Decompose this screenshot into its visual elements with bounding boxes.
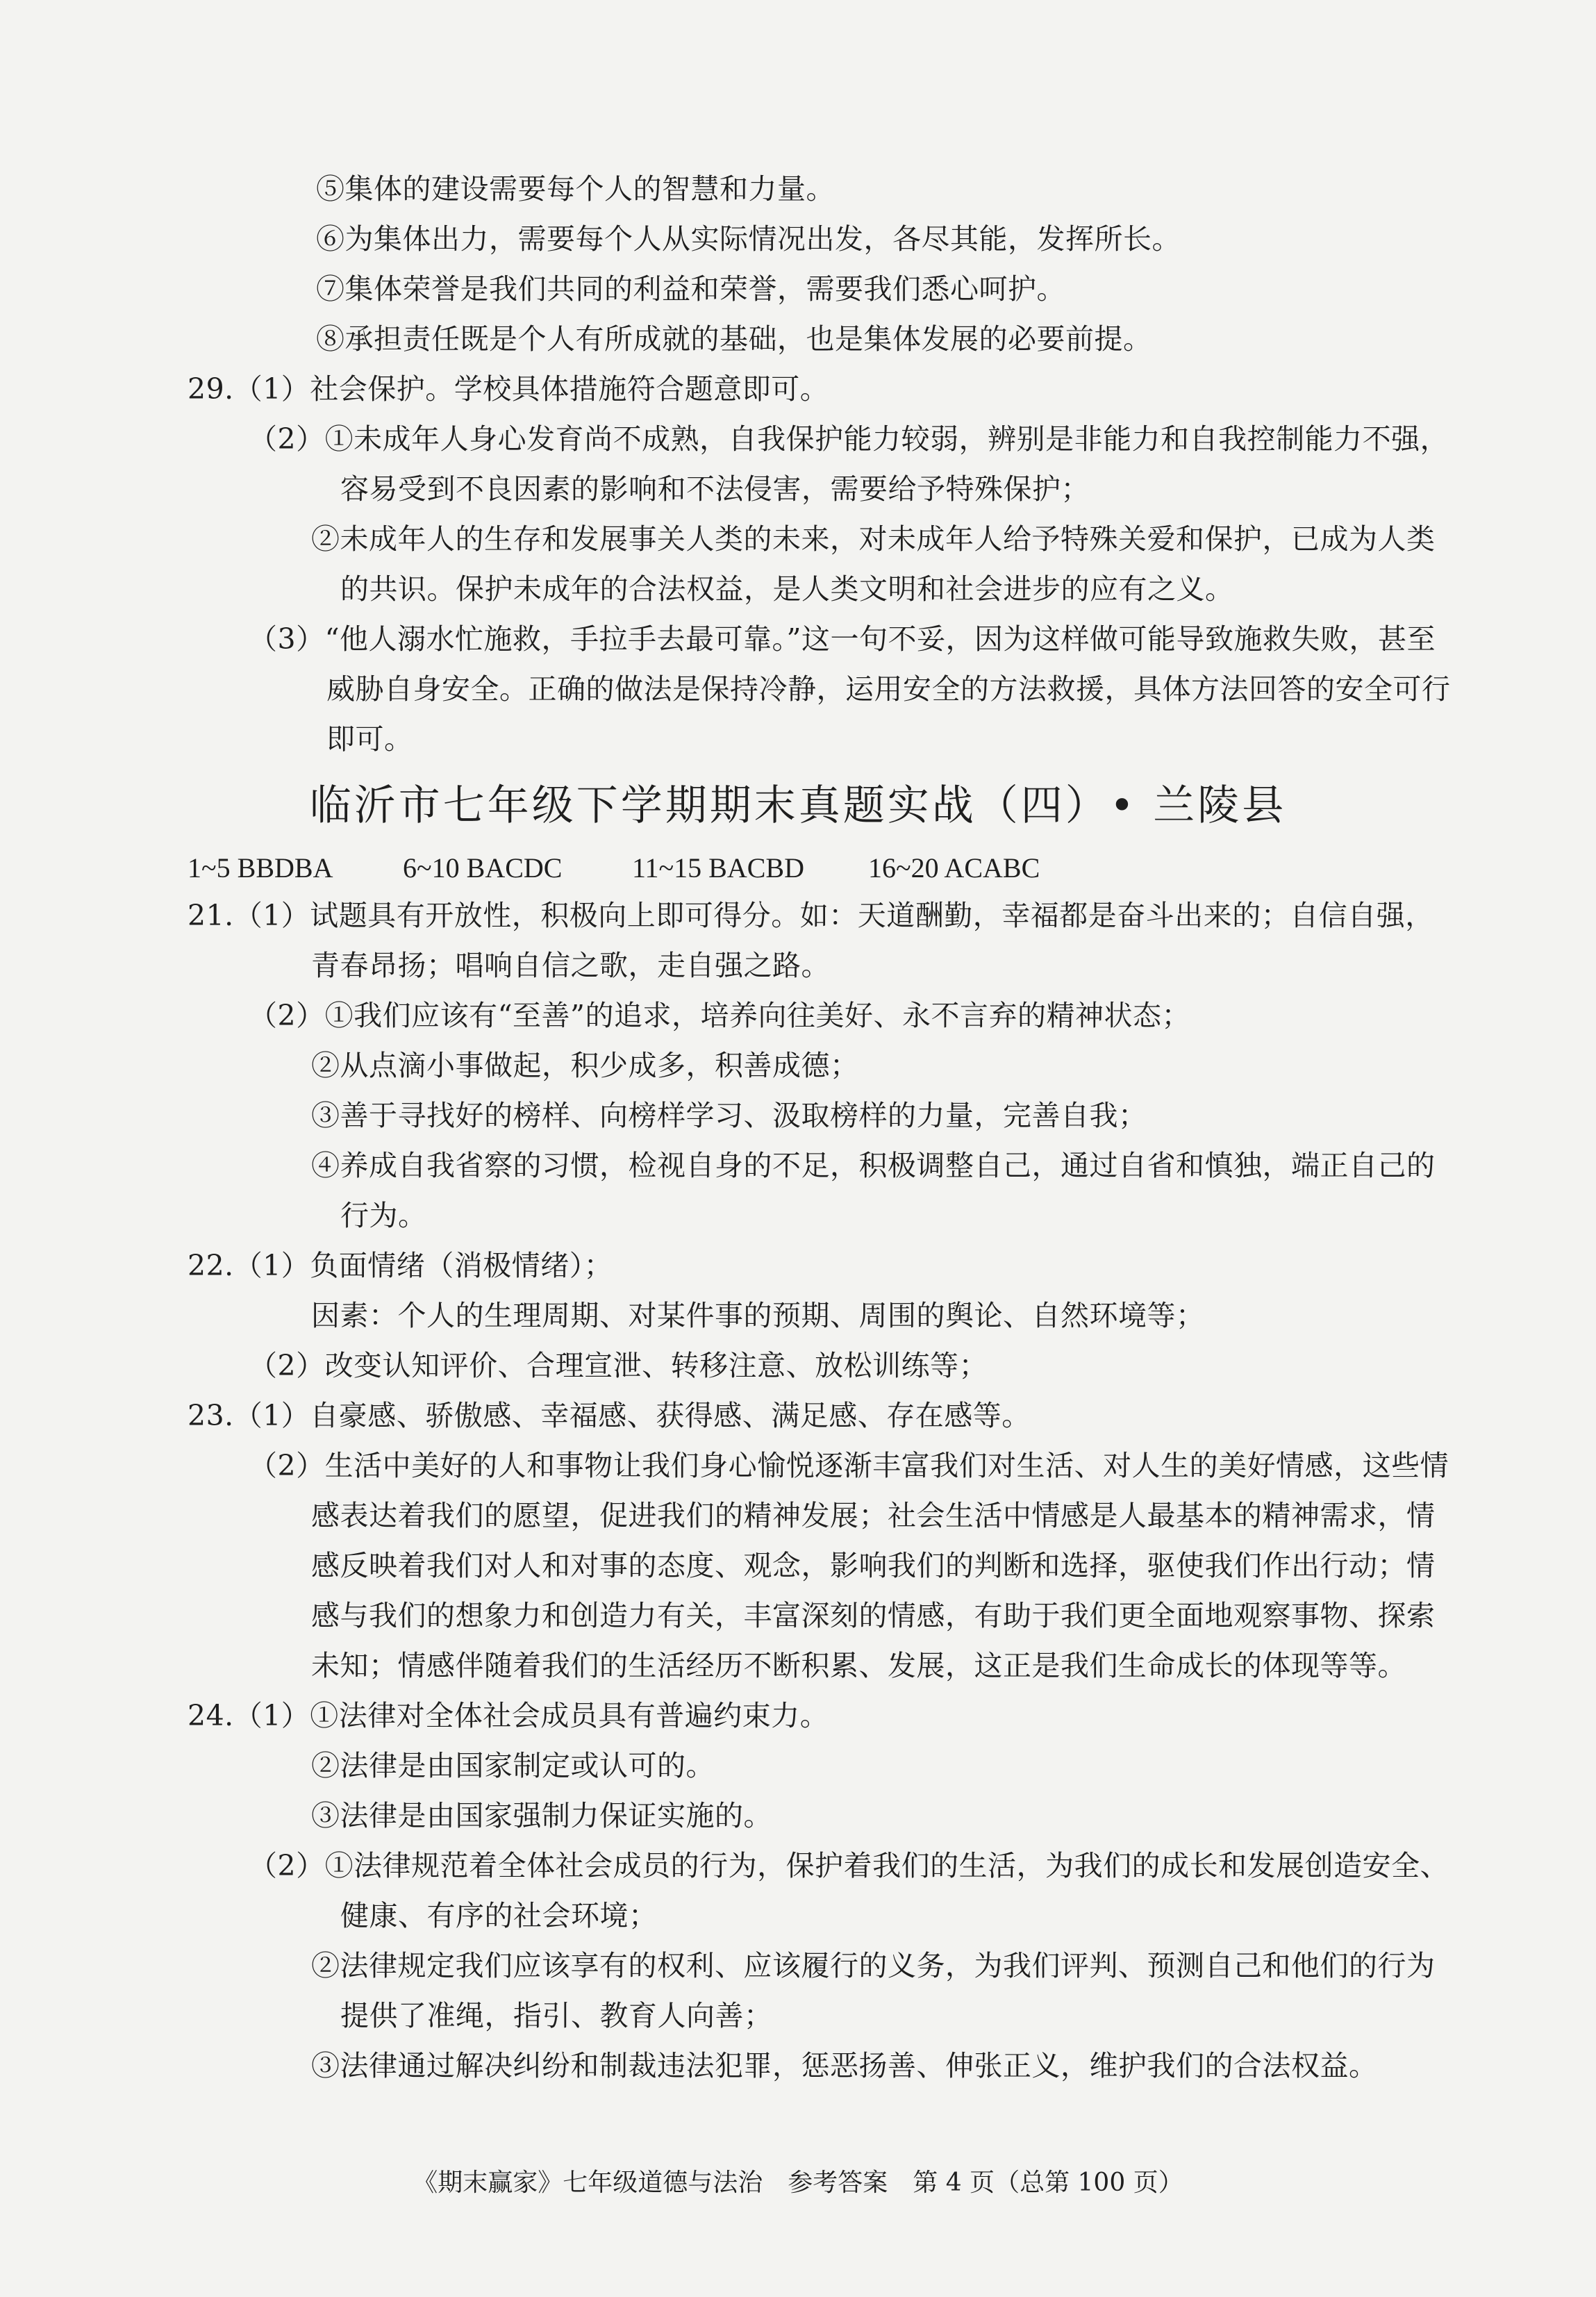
choice-answers [188, 849, 1040, 888]
q29-part1: 29.（1）社会保护。学校具体措施符合题意即可。 [188, 372, 829, 406]
choice-answer-group: 1~5 BBDBA [188, 852, 333, 884]
answer-line: ⑤集体的建设需要每个人的智慧和力量。 [316, 172, 835, 206]
q21-part2-item1: （2）①我们应该有“至善”的追求，培养向往美好、永不言弃的精神状态； [249, 999, 1191, 1032]
q24-part2-item2: ②法律规定我们应该享有的权利、应该履行的义务，为我们评判、预测自己和他们的行为 [311, 1949, 1436, 1982]
q22-part2: （2）改变认知评价、合理宣泄、转移注意、放松训练等； [249, 1349, 988, 1382]
q21-part2-item3: ③善于寻找好的榜样、向榜样学习、汲取榜样的力量，完善自我； [311, 1099, 1147, 1132]
choice-answer-group: 6~10 BACDC [403, 852, 563, 884]
q24-part1-item2: ②法律是由国家制定或认可的。 [311, 1749, 715, 1782]
page-footer: 《期末赢家》七年级道德与法治 参考答案 第 4 页（总第 100 页） [413, 2169, 1183, 2197]
q23-part1: 23.（1）自豪感、骄傲感、幸福感、获得感、满足感、存在感等。 [188, 1399, 1031, 1432]
q29-part2-item1: （2）①未成年人身心发育尚不成熟，自我保护能力较弱，辨别是非能力和自我控制能力不强， [249, 422, 1449, 456]
q21-part1: 21.（1）试题具有开放性，积极向上即可得分。如：天道酬勤，幸福都是奋斗出来的；自信自强， [188, 899, 1434, 932]
q29-part3: （3）“他人溺水忙施救，手拉手去最可靠。”这一句不妥，因为这样做可能导致施救失败，甚至 [249, 622, 1436, 656]
answer-line: ⑦集体荣誉是我们共同的利益和荣誉，需要我们悉心呵护。 [316, 272, 1065, 306]
section-title: 临沂市七年级下学期期末真题实战（四）• 兰陵县 [309, 781, 1287, 830]
q23-part2-cont: 感与我们的想象力和创造力有关，丰富深刻的情感，有助于我们更全面地观察事物、探索 [311, 1599, 1436, 1632]
q21-part2-item4-cont: 行为。 [340, 1199, 427, 1232]
q24-part2-item3: ③法律通过解决纠纷和制裁违法犯罪，惩恶扬善、伸张正义，维护我们的合法权益。 [311, 2049, 1378, 2082]
q24-part1-item1: 24.（1）①法律对全体社会成员具有普遍约束力。 [188, 1699, 829, 1732]
q23-part2-cont: 感表达着我们的愿望，促进我们的精神发展；社会生活中情感是人最基本的精神需求，情 [311, 1499, 1436, 1532]
q29-part3-cont: 即可。 [326, 722, 413, 756]
answer-line: ⑥为集体出力，需要每个人从实际情况出发，各尽其能，发挥所长。 [316, 222, 1181, 256]
q29-part2-item1-cont: 容易受到不良因素的影响和不法侵害，需要给予特殊保护； [340, 472, 1090, 506]
q24-part2-item1-cont: 健康、有序的社会环境； [340, 1899, 658, 1932]
answer-line: ⑧承担责任既是个人有所成就的基础，也是集体发展的必要前提。 [316, 322, 1152, 356]
q21-part1-cont: 青春昂扬；唱响自信之歌，走自强之路。 [311, 949, 830, 982]
choice-answer-group: 16~20 ACABC [868, 852, 1040, 884]
q29-part2-item2: ②未成年人的生存和发展事关人类的未来，对未成年人给予特殊关爱和保护，已成为人类 [311, 522, 1436, 556]
q24-part1-item3: ③法律是由国家强制力保证实施的。 [311, 1799, 772, 1832]
q24-part2-item2-cont: 提供了准绳，指引、教育人向善； [340, 1999, 773, 2032]
q21-part2-item2: ②从点滴小事做起，积少成多，积善成德； [311, 1049, 859, 1082]
q23-part2-cont: 感反映着我们对人和对事的态度、观念，影响我们的判断和选择，驱使我们作出行动；情 [311, 1549, 1436, 1582]
q22-part1-cont: 因素：个人的生理周期、对某件事的预期、周围的舆论、自然环境等； [311, 1299, 1205, 1332]
q21-part2-item4: ④养成自我省察的习惯，检视自身的不足，积极调整自己，通过自省和慎独，端正自己的 [311, 1149, 1436, 1182]
q29-part2-item2-cont: 的共识。保护未成年的合法权益，是人类文明和社会进步的应有之义。 [340, 572, 1234, 606]
q22-part1: 22.（1）负面情绪（消极情绪）； [188, 1249, 613, 1282]
q23-part2-cont: 未知；情感伴随着我们的生活经历不断积累、发展，这正是我们生命成长的体现等等。 [311, 1649, 1406, 1682]
q23-part2: （2）生活中美好的人和事物让我们身心愉悦逐渐丰富我们对生活、对人生的美好情感，这些情 [249, 1449, 1449, 1482]
q29-part3-cont: 威胁自身安全。正确的做法是保持冷静，运用安全的方法救援，具体方法回答的安全可行 [326, 672, 1451, 706]
q24-part2-item1: （2）①法律规范着全体社会成员的行为，保护着我们的生活，为我们的成长和发展创造安全、 [249, 1849, 1449, 1882]
choice-answer-group: 11~15 BACBD [632, 852, 804, 884]
